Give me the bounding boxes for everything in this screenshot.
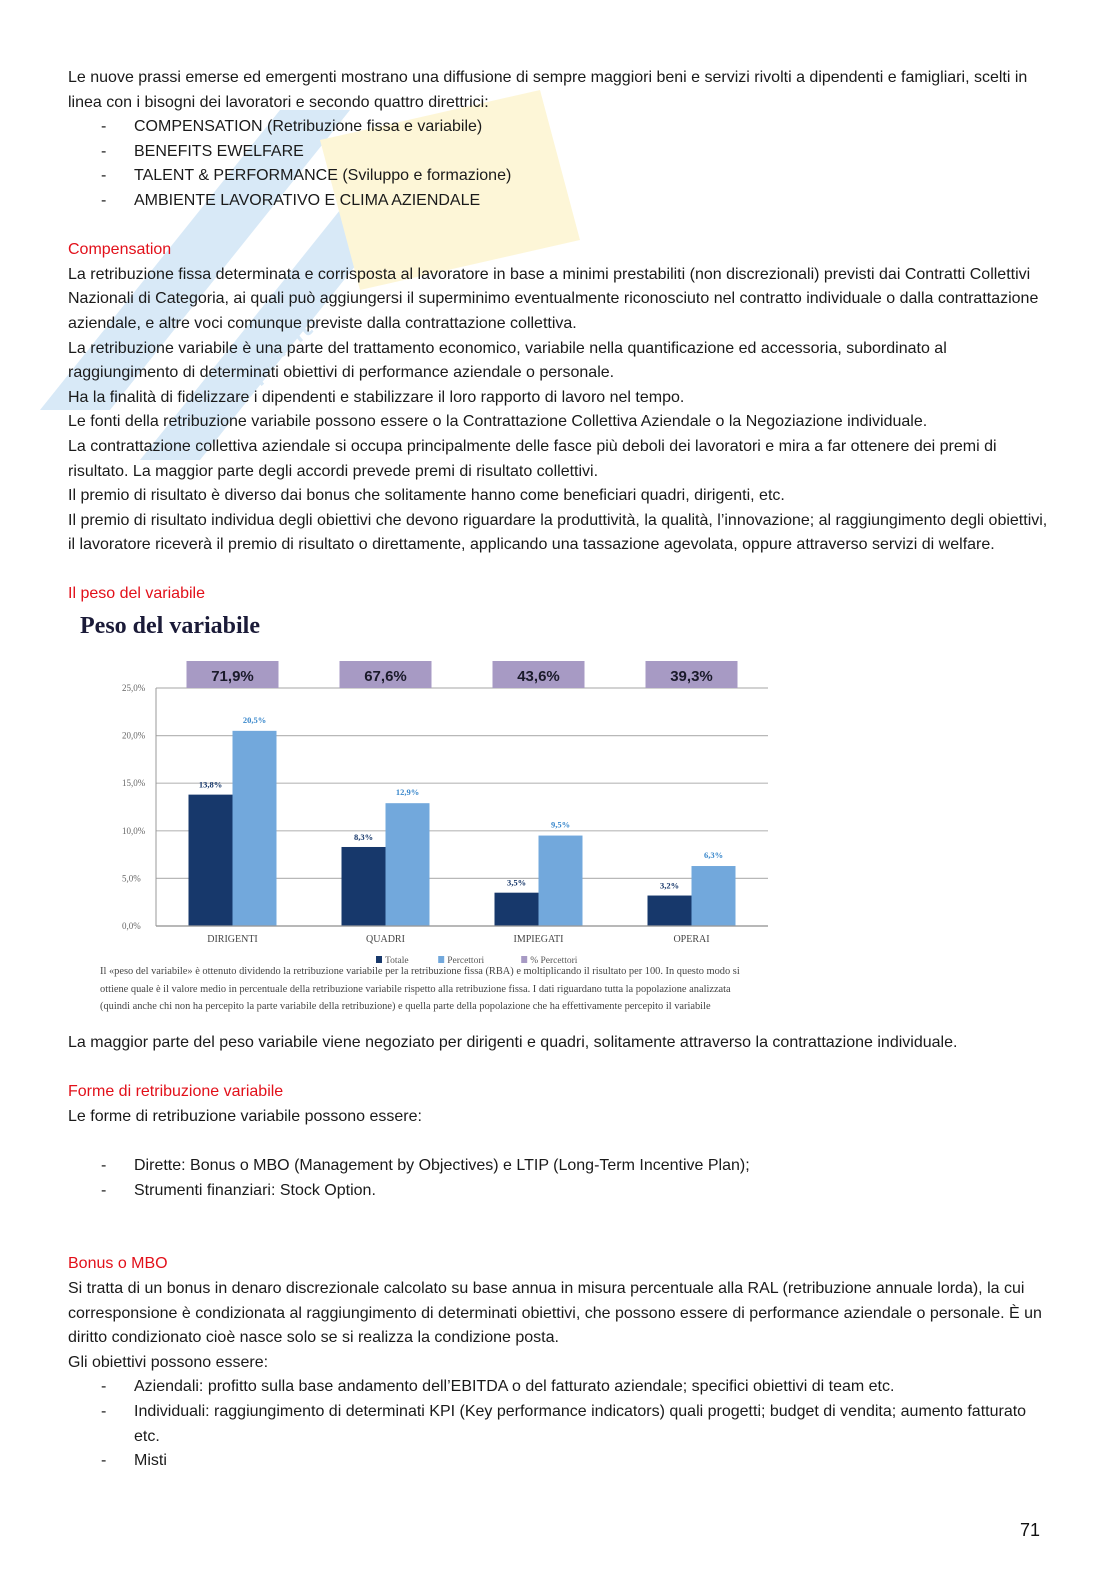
- paragraph: Il premio di risultato è diverso dai bonus che solitamente hanno come beneficiari quadri, dirigenti, etc.: [68, 487, 785, 505]
- bar-totale: [648, 896, 692, 926]
- peso-variabile-chart: [68, 609, 768, 1031]
- percent-percettori-label: 43,6%: [517, 668, 560, 686]
- y-tick-label: 25,0%: [122, 683, 146, 694]
- bar-percettori: [692, 866, 736, 926]
- paragraph: Il premio di risultato individua degli obiettivi che devono riguardare la produttività, la qualità, l’innovazione; al raggiungimento degli obiettivi, il lavoratore riceverà il premio di risultato o direttamente, applicando una tassazione agevolata, oppure attraverso servizi di welfare.: [68, 511, 1048, 554]
- data-label: 12,9%: [395, 787, 420, 798]
- data-label: 9,5%: [550, 819, 571, 830]
- percent-percettori-label: 71,9%: [211, 668, 254, 686]
- page-number: 71: [1020, 1520, 1041, 1540]
- x-tick-label: OPERAI: [673, 934, 710, 946]
- section-heading-peso: Il peso del variabile: [68, 585, 205, 603]
- section-heading-bonus: Bonus o MBO: [68, 1255, 168, 1273]
- data-label: 3,2%: [659, 880, 680, 891]
- bar-totale: [189, 795, 233, 926]
- legend-label: Totale: [385, 956, 409, 967]
- document-page: [68, 66, 1048, 1474]
- list-item: - COMPENSATION (Retribuzione fissa e variabile): [101, 118, 483, 136]
- chart-title: Peso del variabile: [80, 613, 260, 640]
- data-label: 8,3%: [353, 832, 374, 843]
- data-label: 13,8%: [198, 779, 223, 790]
- paragraph: Si tratta di un bonus in denaro discrezionale calcolato su base annua in misura percentuale alla RAL (retribuzione annuale lorda), la cui corresponsione è condizionata al raggiungimento di determinati obiettivi, che possono essere di performance aziendale o personale. È un diritto condizionato cioè nasce solo se si realizza la condizione posta.: [68, 1280, 1042, 1347]
- list-item: - TALENT & PERFORMANCE (Sviluppo e formazione): [101, 167, 512, 185]
- bar-chart: [68, 609, 768, 969]
- data-label: 20,5%: [242, 714, 267, 725]
- data-label: 6,3%: [703, 850, 724, 861]
- bar-totale: [495, 893, 539, 926]
- paragraph: La retribuzione variabile è una parte del trattamento economico, variabile nella quantificazione ed accessoria, subordinato al raggiungimento di determinati obiettivi di performance aziendale o personale.: [68, 339, 947, 382]
- legend-swatch: [438, 956, 444, 963]
- data-label: 3,5%: [506, 877, 527, 888]
- directions-list: [68, 115, 1048, 213]
- list-item: - Aziendali: profitto sulla base andamento dell’EBITDA o del fatturato aziendale; specifici obiettivi di team etc.: [101, 1378, 895, 1396]
- legend-swatch: [376, 956, 382, 963]
- chart-note: Il «peso del variabile» è ottenuto dividendo la retribuzione variabile per la retribuzione fissa (RBA) e moltiplicando il risultato per 100. In questo modo si ottiene quale è il valore medio in percentuale della retribuzione variabile rispetto alla retribuzione fissa. I dati riguardano tutta la popolazione analizzata (quindi anche chi non ha percepito la parte variabile della retribuzione) e quella parte della popolazione che ha effettivamente percepito il variabile: [100, 966, 740, 1013]
- x-tick-label: DIRIGENTI: [207, 934, 258, 946]
- bar-totale: [342, 847, 386, 926]
- y-tick-label: 5,0%: [122, 873, 141, 884]
- y-tick-label: 10,0%: [122, 825, 146, 836]
- list-item: - Dirette: Bonus o MBO (Management by Objectives) e LTIP (Long-Term Incentive Plan);: [101, 1157, 750, 1175]
- bar-percettori: [539, 836, 583, 926]
- section-heading-compensation: Compensation: [68, 241, 172, 259]
- x-tick-label: QUADRI: [366, 934, 405, 946]
- legend-label: Percettori: [447, 956, 485, 967]
- list-item: - BENEFITS EWELFARE: [101, 142, 304, 160]
- legend-swatch: [521, 956, 527, 963]
- paragraph: Gli obiettivi possono essere:: [68, 1353, 269, 1371]
- paragraph: Ha la finalità di fidelizzare i dipendenti e stabilizzare il loro rapporto di lavoro nel tempo.: [68, 388, 685, 406]
- objectives-list: [68, 1375, 1048, 1473]
- paragraph: La retribuzione fissa determinata e corrisposta al lavoratore in base a minimi prestabiliti (non discrezionali) previsti dai Contratti Collettivi Nazionali di Categoria, ai quali può aggiungersi il superminimo eventualmente riconosciuto nel contratto individuale o dalla contrattazione aziendale, e altre voci comunque previste dalla contrattazione collettiva.: [68, 265, 1039, 332]
- percent-percettori-label: 67,6%: [364, 668, 407, 686]
- list-item: - AMBIENTE LAVORATIVO E CLIMA AZIENDALE: [101, 191, 481, 209]
- list-item: - Strumenti finanziari: Stock Option.: [101, 1181, 376, 1199]
- y-tick-label: 15,0%: [122, 778, 146, 789]
- y-tick-label: 20,0%: [122, 730, 146, 741]
- list-item: - Individuali: raggiungimento di determinati KPI (Key performance indicators) quali progetti; budget di vendita; aumento fatturato etc.: [101, 1402, 1027, 1445]
- x-tick-label: IMPIEGATI: [513, 934, 564, 946]
- y-tick-label: 0,0%: [122, 921, 141, 932]
- bar-percettori: [233, 731, 277, 926]
- paragraph: La maggior parte del peso variabile viene negoziato per dirigenti e quadri, solitamente attraverso la contrattazione individuale.: [68, 1034, 958, 1052]
- section-heading-forme: Forme di retribuzione variabile: [68, 1083, 284, 1101]
- paragraph: Le forme di retribuzione variabile possono essere:: [68, 1107, 422, 1125]
- intro-paragraph: Le nuove prassi emerse ed emergenti mostrano una diffusione di sempre maggiori beni e servizi rivolti a dipendenti e famigliari, scelti in linea con i bisogni dei lavoratori e secondo quattro direttrici:: [68, 69, 1028, 111]
- list-item: - Misti: [101, 1452, 167, 1470]
- svg-text:appunti: appunti: [197, 298, 327, 417]
- forme-list: [68, 1154, 1048, 1203]
- paragraph: Le fonti della retribuzione variabile possono essere o la Contrattazione Collettiva Aziendale o la Negoziazione individuale.: [68, 413, 928, 431]
- paragraph: La contrattazione collettiva aziendale si occupa principalmente delle fasce più deboli dei lavoratori e mira a far ottenere dei premi di risultato. La maggior parte degli accordi prevede premi di risultato collettivi.: [68, 437, 997, 480]
- percent-percettori-label: 39,3%: [670, 668, 713, 686]
- bar-percettori: [386, 803, 430, 926]
- legend-label: % Percettori: [530, 956, 578, 967]
